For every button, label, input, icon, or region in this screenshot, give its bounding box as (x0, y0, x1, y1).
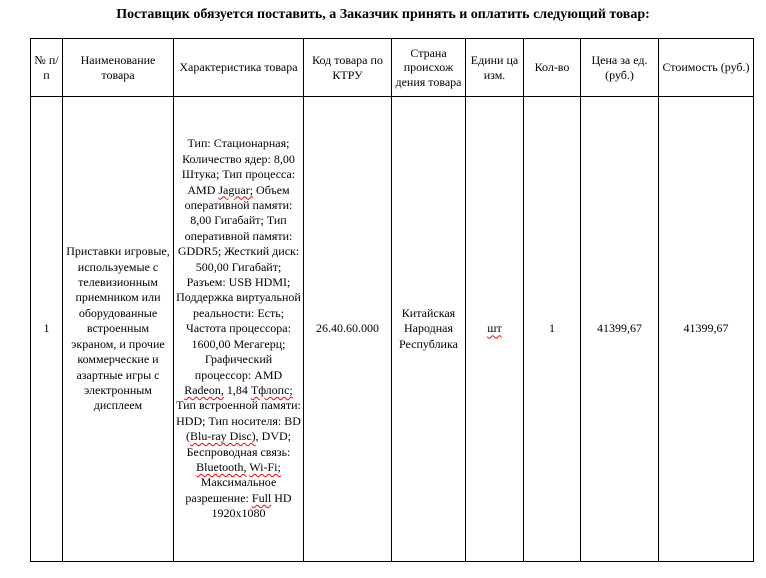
cell-unit (466, 97, 524, 562)
header-product-name: Наименование товара (63, 39, 174, 97)
cell-unit-price: 41399,67 (581, 97, 659, 562)
cell-row-number: 1 (31, 97, 63, 562)
goods-table (30, 38, 754, 562)
header-row-number: № п/п (31, 39, 63, 97)
table-row (31, 97, 754, 562)
cell-total-cost: 41399,67 (659, 97, 754, 562)
header-unit: Едини ца изм. (466, 39, 524, 97)
header-quantity: Кол-во (524, 39, 581, 97)
document-title: Поставщик обязуется поставить, а Заказчик принять и оплатить следующий товар: (116, 7, 650, 22)
cell-product-name: Приставки игровые, используемые с телевизионным приемником или оборудованные встроенным экраном, и прочие коммерческие и азартные игры с электронным дисплеем (63, 97, 174, 562)
header-ktru-code: Код товара по КТРУ (304, 39, 392, 97)
cell-country-of-origin: Китайская Народная Республика (392, 97, 466, 562)
table-header-row (31, 39, 754, 97)
cell-quantity: 1 (524, 97, 581, 562)
unit-value: шт (487, 321, 502, 336)
cell-characteristics: Тип: Стационарная; Количество ядер: 8,00 Штука; Тип процесса: AMD Jaguar; Объем оперативной памяти: 8,00 Гигабайт; Тип оперативной памяти: GDDR5; Жесткий диск: 500,00 Гигабайт; Разъем: USB HDMI; Поддержка виртуальной реальности: Есть; Частота процессора: 1600,00 Мегагерц; Графический процессор: AMD Radeon, 1,84 Тфлопс; Тип встроенной памяти: HDD; Тип носителя: BD (Blu-ray Disc), DVD; Беспроводная связь: Bluetooth, Wi-Fi; Максимальное разрешение: Full HD 1920x1080 (174, 97, 304, 562)
header-total-cost: Стоимость (руб.) (659, 39, 754, 97)
header-unit-price: Цена за ед. (руб.) (581, 39, 659, 97)
header-characteristics: Характеристика товара (174, 39, 304, 97)
header-country-of-origin: Страна происхож дения товара (392, 39, 466, 97)
cell-ktru-code: 26.40.60.000 (304, 97, 392, 562)
